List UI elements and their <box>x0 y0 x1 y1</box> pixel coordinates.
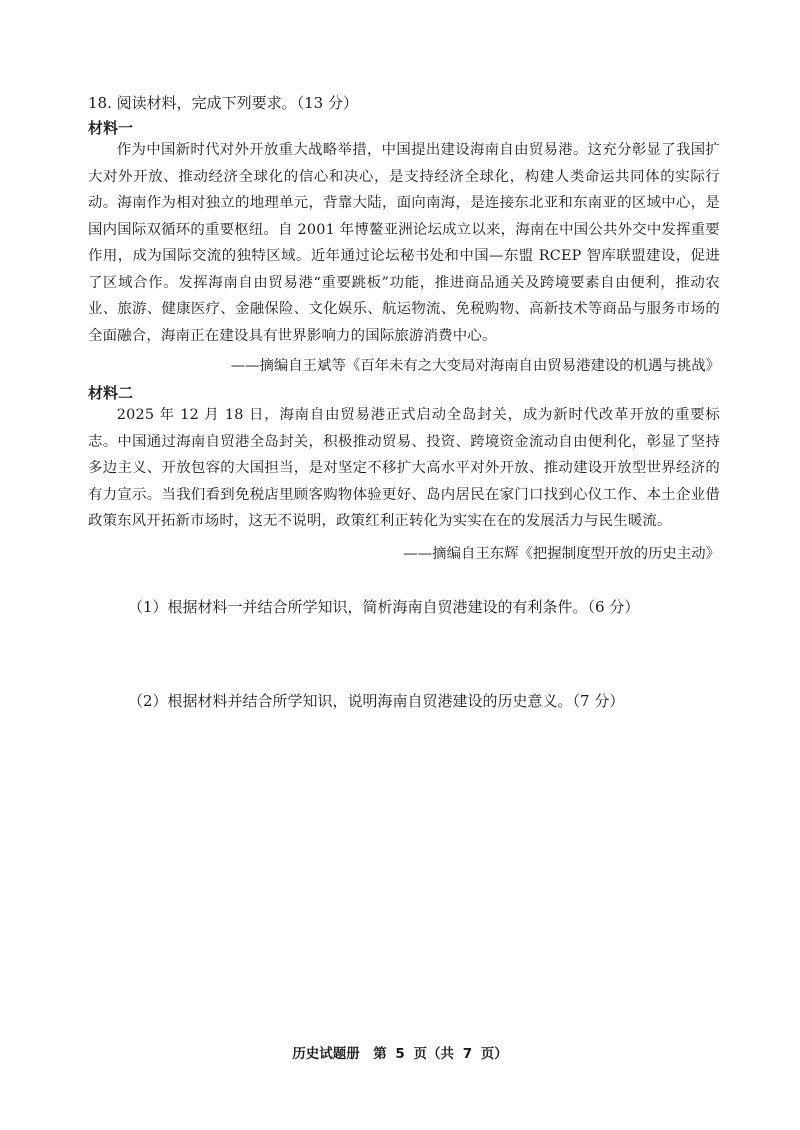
material-2-label: 材料二 <box>88 384 134 402</box>
material-2-source: ——摘编自王东辉《把握制度型开放的历史主动》 <box>403 546 720 562</box>
page-footer: 历史试题册 第 5 页（共 7 页） <box>292 1046 508 1062</box>
question-title: 18. 阅读材料，完成下列要求。（13 分） <box>88 94 358 112</box>
material-2-text: 2025 年 12 月 18 日，海南自由贸易港正式启动全岛封关，成为新时代改革开放的重要标志。中国通过海南自贸港全岛封关，积极推动贸易、投资、跨境资金流动自由便利化，彰显了坚持多边主义、开放包容的大国担当，是对坚定不移扩大高水平对外开放、推动建设开放型世界经济的有力宣示。当我们看到免税店里顾客购物体验更好、岛内居民在家门口找到心仪工作、本土企业借政策东风开拓新市场时，这无不说明，政策红利正转化为实实在在的发展活力与民生暖流。 <box>88 407 720 529</box>
answer-area-1[interactable] <box>88 625 720 685</box>
material-1-text: 作为中国新时代对外开放重大战略举措，中国提出建设海南自由贸易港。这充分彰显了我国扩大对外开放、推动经济全球化的信心和决心，是支持经济全球化，构建人类命运共同体的实际行动。海南作为相对独立的地理单元，背靠大陆，面向南海，是连接东北亚和东南亚的区域中心，是国内国际双循环的重要枢纽。自 2001 年博鳌亚洲论坛成立以来，海南在中国公共外交中发挥重要作用，成为国际交流的独特区域。近年通过论坛秘书处和中国—东盟 RCEP 智库联盟建设，促进了区域合作。发挥海南自由贸易港“重要跳板”功能，推进商品通关及跨境要素自由便利，推动农业、旅游、健康医疗、金融保险、文化娱乐、航运物流、免税购物、高新技术等商品与服务市场的全面融合，海南正在建设具有世界影响力的国际旅游消费中心。 <box>88 142 720 344</box>
material-1-source: ——摘编自王斌等《百年未有之大变局对海南自由贸易港建设的机遇与挑战》 <box>230 358 720 374</box>
sub-question-1: （1）根据材料一并结合所学知识，简析海南自贸港建设的有利条件。（6 分） <box>128 598 640 616</box>
answer-area-2[interactable] <box>88 720 720 1020</box>
material-1-label: 材料一 <box>88 119 134 137</box>
sub-question-2: （2）根据材料并结合所学知识，说明海南自贸港建设的历史意义。（7 分） <box>128 692 625 710</box>
